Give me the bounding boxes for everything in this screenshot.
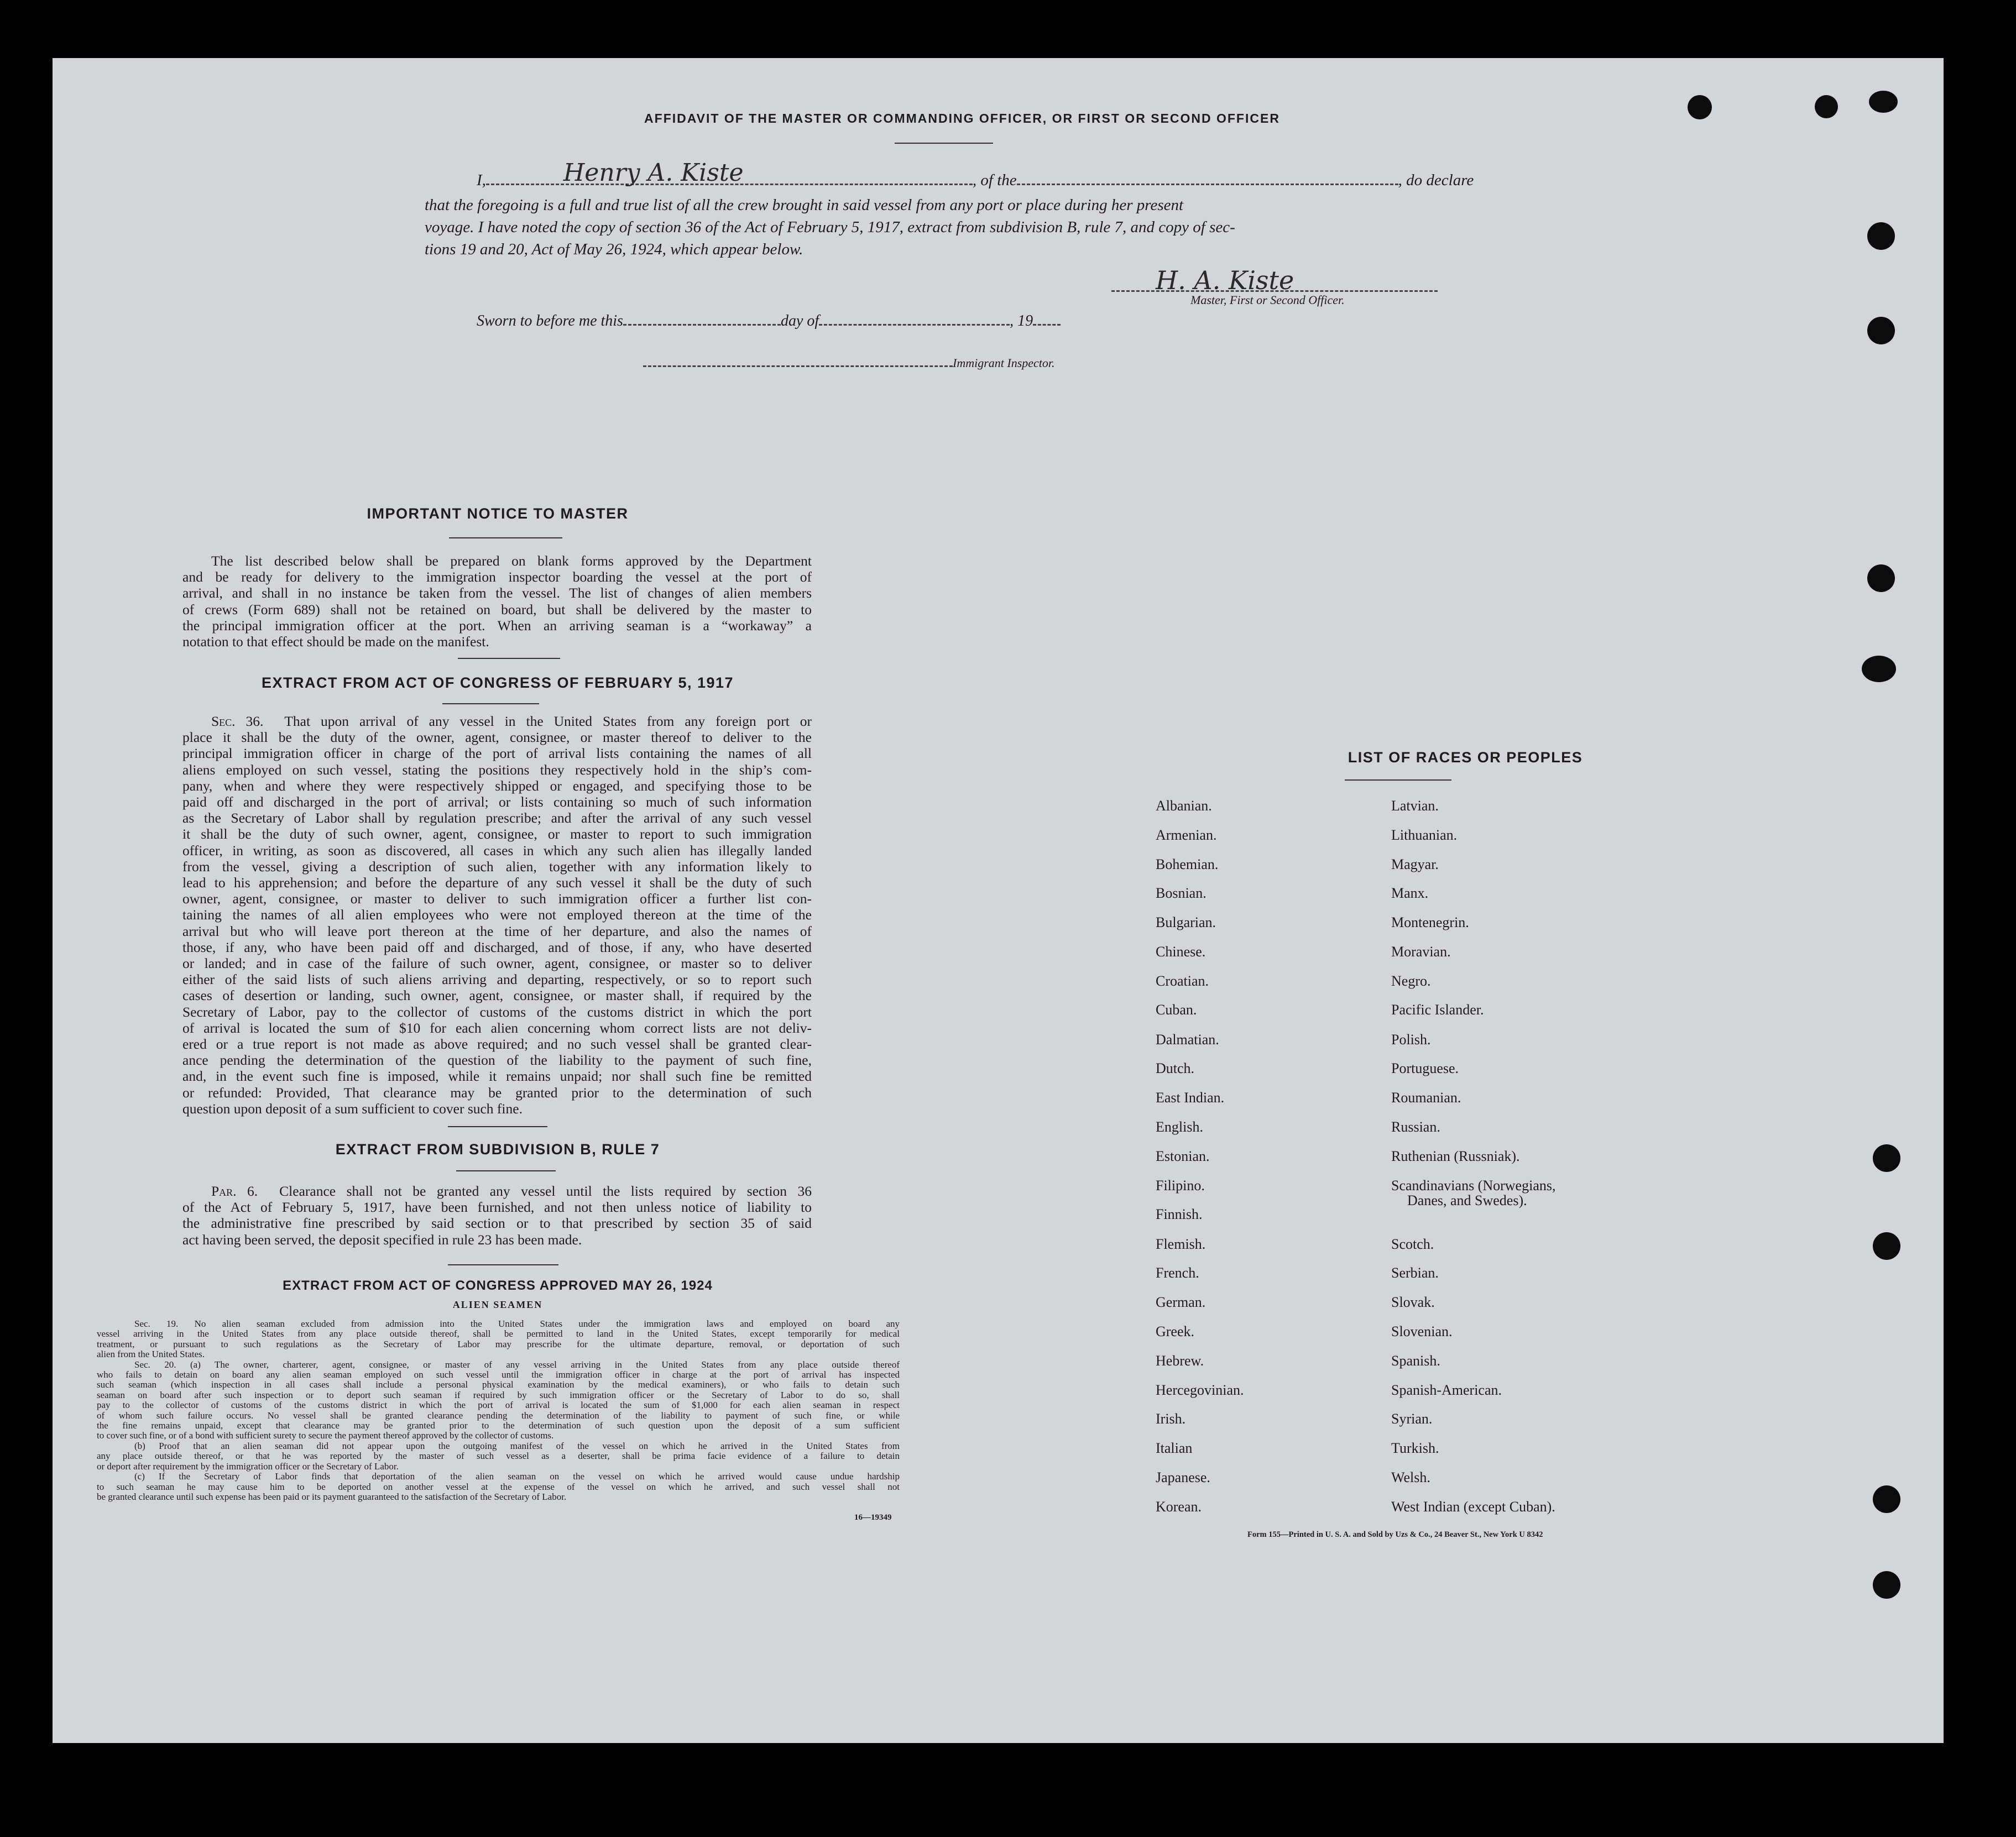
race-item: Korean. [1156, 1499, 1202, 1515]
punch-hole [1873, 1571, 1900, 1599]
act-1924-line: (b) Proof that an alien seaman did not appear upon the outgoing manifest of the vessel on which he arrived in the United States from [134, 1440, 900, 1451]
punch-hole [1815, 95, 1838, 118]
race-item: Turkish. [1391, 1440, 1439, 1456]
race-item: Negro. [1391, 973, 1431, 989]
rule-7-title: EXTRACT FROM SUBDIVISION B, RULE 7 [335, 1141, 660, 1158]
race-item: Greek. [1156, 1323, 1195, 1339]
act-1924-line: vessel arriving in the United States from any place outside thereof, shall be permitted to land in the United States, except temporarily for medical [97, 1328, 900, 1339]
race-item: Bohemian. [1156, 856, 1219, 872]
extract-1917-title: EXTRACT FROM ACT OF CONGRESS OF FEBRUARY 5, 1917 [261, 674, 734, 691]
act-1924-line: (c) If the Secretary of Labor finds that deportation of the alien seaman on the vessel on which he arrived would cause undue hardship [134, 1471, 900, 1482]
race-item: Dalmatian. [1156, 1032, 1219, 1048]
race-item: Ruthenian (Russniak). [1391, 1148, 1520, 1164]
vessel-blank [1017, 183, 1398, 185]
punch-hole [1873, 1144, 1900, 1172]
race-item: Chinese. [1156, 944, 1206, 960]
affidavit-line-2: that the foregoing is a full and true list of all the crew brought in said vessel from any port or place during her present [425, 196, 1184, 214]
section-36-line: either of the said lists of such aliens arriving and departing, respectively, or so to report such [182, 971, 812, 988]
rule-7-paragraph [182, 1183, 812, 1248]
section-36-line: of arrival is located the sum of $10 for each alien concerning whom correct lists are not deliv- [182, 1019, 812, 1036]
section-36-line: taining the names of all alien employees who were not employed thereon at the time of the [182, 907, 812, 923]
section-36-line: those, if any, who have been paid off and discharged, and of those, if any, who have deserted [182, 939, 812, 955]
section-divider [448, 1126, 547, 1127]
act-1924-line: to such seaman he may cause him to be deported on another vessel at the expense of the vessel on which he arrived, and such vessel shall not [97, 1481, 900, 1492]
notice-line: arrival, and shall in no instance be taken from the vessel. The list of changes of alien members [182, 585, 812, 601]
inspector-blank [643, 365, 953, 367]
race-item: Filipino. [1156, 1177, 1205, 1194]
printer-footnote: Form 155—Printed in U. S. A. and Sold by Uzs & Co., 24 Beaver St., New York U 8342 [1247, 1530, 1543, 1539]
race-item: Polish. [1391, 1032, 1431, 1048]
race-item: Armenian. [1156, 827, 1217, 843]
race-item: Japanese. [1156, 1469, 1210, 1485]
race-item: Dutch. [1156, 1060, 1195, 1076]
race-item: Irish. [1156, 1411, 1186, 1427]
section-36-line: ered or a true report is not made as above required; and no such vessel shall be granted clear- [182, 1036, 812, 1053]
punch-hole [1862, 656, 1896, 682]
punch-hole [1873, 1232, 1900, 1260]
notice-paragraph [182, 553, 812, 650]
race-item: Montenegrin. [1391, 914, 1469, 930]
affidavit-line-1 [477, 159, 1474, 190]
act-1924-line: to cover such fine, or of a bond with sufficient surety to secure the payment thereof approved by the collector of customs. [97, 1430, 554, 1441]
section-36-text: That upon arrival of any vessel in the United States from any foreign port or [284, 713, 812, 729]
year-blank [1033, 323, 1061, 326]
name-blank [486, 159, 973, 187]
act-1924-line: who fails to detain on board any alien seaman employed on such vessel until the immigration officer in charge at the port of arrival has inspected [97, 1369, 900, 1380]
punch-hole [1688, 95, 1712, 119]
section-36-line: and, in the event such fine is imposed, while it remains unpaid; nor shall such fine be remitted [182, 1068, 812, 1085]
section-36-line: paid off and discharged in the port of arrival; or lists containing so much of such information [182, 794, 812, 810]
race-item: Slovenian. [1391, 1323, 1453, 1339]
race-item: Magyar. [1391, 856, 1439, 872]
race-item: French. [1156, 1265, 1199, 1281]
race-item: Syrian. [1391, 1411, 1433, 1427]
race-item: Finnish. [1156, 1206, 1203, 1222]
race-item: Hebrew. [1156, 1353, 1204, 1369]
do-declare-label: , do declare [1398, 171, 1474, 189]
sworn-label: Sworn to before me this [477, 312, 623, 329]
race-item: Scotch. [1391, 1236, 1434, 1252]
notice-line: The list described below shall be prepared on blank forms approved by the Department [211, 553, 812, 569]
year-label: , 19 [1010, 312, 1033, 329]
act-1924-line: alien from the United States. [97, 1349, 205, 1360]
section-36-line: lead to his apprehension; and before the departure of any such vessel it shall be the duty of such [182, 875, 812, 891]
form-code: 16—19349 [854, 1513, 892, 1522]
punch-hole [1867, 222, 1895, 250]
inspector-caption: Immigrant Inspector. [953, 356, 1055, 370]
section-divider [442, 703, 539, 704]
race-item: Spanish-American. [1391, 1382, 1502, 1398]
extract-1924-title: EXTRACT FROM ACT OF CONGRESS APPROVED MAY 26, 1924 [283, 1278, 713, 1293]
section-36-line [182, 713, 812, 729]
section-36-line: it shall be the duty of such owner, agent, consignee, or master to report to such immigration [182, 826, 812, 842]
section-36-line: or landed; and in case of the failure of such owner, agent, consignee, or master so to deliver [182, 955, 812, 972]
section-36-line: aliens employed on such vessel, stating the positions they respectively hold in the ship’s com- [182, 761, 812, 778]
race-item: Lithuanian. [1391, 827, 1458, 843]
notice-line: of crews (Form 689) shall not be retained on board, but shall be delivered by the master to [182, 601, 812, 617]
day-of-label: day of [780, 312, 819, 329]
race-item: West Indian (except Cuban). [1391, 1499, 1555, 1515]
punch-hole [1867, 564, 1895, 592]
race-item: Serbian. [1391, 1265, 1439, 1281]
act-1924-line: be granted clearance until such expense has been paid or its payment guaranteed to the satisfaction of the Secretary of Labor. [97, 1491, 567, 1502]
section-divider [448, 1264, 558, 1265]
act-1924-line: or deport after requirement by the immigration officer or the Secretary of Labor. [97, 1461, 399, 1472]
race-item: Albanian. [1156, 798, 1212, 814]
act-1924-line: treatment, or pursuant to such regulations as the Secretary of Labor may prescribe for the ultimate departure, removal, or deportation of such [97, 1338, 900, 1349]
race-item: Bulgarian. [1156, 914, 1216, 930]
rule-7-line: the administrative fine prescribed by said section or to that prescribed by section 35 of said [182, 1215, 812, 1232]
section-36-line: from the vessel, giving a description of such alien, together with any information likely to [182, 858, 812, 875]
of-the-label: , of the [972, 171, 1017, 189]
race-item: Latvian. [1391, 798, 1439, 814]
race-item: Hercegovinian. [1156, 1382, 1244, 1398]
section-36-line: arrival but who will leave port thereon at the time of her departure, and also the names of [182, 923, 812, 939]
notice-line: the principal immigration officer at the port. When an arriving seaman is a “workaway” a [182, 617, 812, 634]
race-item: East Indian. [1156, 1090, 1225, 1106]
race-item: Croatian. [1156, 973, 1209, 989]
title-divider [895, 143, 993, 144]
races-divider [1345, 779, 1451, 781]
handwritten-signature: H. A. Kiste [1156, 265, 1294, 295]
affidavit-line-3: voyage. I have noted the copy of section 36 of the Act of February 5, 1917, extract from subdivision B, rule 7, and copy of sec- [425, 218, 1235, 236]
alien-seamen-subtitle: ALIEN SEAMEN [452, 1299, 543, 1310]
race-item: Estonian. [1156, 1148, 1210, 1164]
act-1924-line: pay to the collector of customs of the customs district in which the port of arrival is located the sum of $1,000 for each alien seaman in respect [97, 1400, 900, 1411]
act-1924-line: of whom such failure occurs. No vessel shall be granted clearance pending the determination of the liability to payment of such fine, or while [97, 1410, 900, 1421]
notice-line: notation to that effect should be made on the manifest. [182, 634, 489, 650]
inspector-line [643, 356, 1055, 370]
section-36-line: pany, when and where they were respectively shipped or engaged, and specifying those to be [182, 777, 812, 794]
act-1924-line: Sec. 20. (a) The owner, charterer, agent, consignee, or master of any vessel arriving in the United States from any place outside thereof [134, 1359, 900, 1370]
section-36-paragraph [182, 713, 812, 1117]
section-36-line: place it shall be the duty of the owner, agent, consignee, or master thereof to deliver to the [182, 729, 812, 746]
act-1924-line: Sec. 19. No alien seaman excluded from admission into the United States under the immigration laws and employed on board any [134, 1318, 900, 1329]
race-item: Cuban. [1156, 1002, 1197, 1018]
notice-title: IMPORTANT NOTICE TO MASTER [367, 505, 629, 522]
race-item: English. [1156, 1119, 1203, 1135]
section-36-line: cases of desertion or landing, such owner, agent, consignee, or master shall, if required by the [182, 987, 812, 1004]
race-item: Bosnian. [1156, 885, 1207, 901]
race-item: Italian [1156, 1440, 1193, 1456]
sworn-line [477, 312, 1061, 330]
race-item: Scandinavians (Norwegians, [1391, 1177, 1556, 1194]
sworn-day-blank [623, 323, 781, 326]
race-item: Danes, and Swedes). [1407, 1192, 1527, 1208]
race-item: German. [1156, 1294, 1206, 1310]
races-title: LIST OF RACES OR PEOPLES [1348, 749, 1583, 766]
rule-7-line: of the Act of February 5, 1917, have been furnished, and not then unless notice of liability to [182, 1199, 812, 1216]
race-item: Pacific Islander. [1391, 1002, 1484, 1018]
i-label: I, [477, 171, 486, 189]
race-item: Manx. [1391, 885, 1429, 901]
race-item: Moravian. [1391, 944, 1451, 960]
race-item: Portuguese. [1391, 1060, 1459, 1076]
act-1924-line: any place outside thereof, or that he was reported by the master of such vessel as a deserter, shall be prima facie evidence of a failure to detain [97, 1451, 900, 1462]
signature-caption: Master, First or Second Officer. [1190, 293, 1345, 307]
signature-line [1111, 290, 1438, 292]
sworn-month-blank [819, 323, 1010, 326]
signature-block [1111, 265, 1438, 315]
act-1924-line: such seaman (which inspection in all cases shall include a personal physical examination by the medical examiners), or who fails to detain such [97, 1379, 900, 1390]
act-1924-line: seaman on board after such inspection or to deport such seaman if required by such immigration officer or the Secretary of Labor to do so, shall [97, 1389, 900, 1400]
rule-7-line: act having been served, the deposit specified in rule 23 has been made. [182, 1231, 582, 1248]
notice-line: and be ready for delivery to the immigration inspector boarding the vessel at the port of [182, 569, 812, 585]
act-1924-line: the fine remains unpaid, except that clearance may be granted prior to the determination of such question upon the deposit of a sum sufficient [97, 1420, 900, 1431]
section-divider [456, 1170, 556, 1171]
section-36-line: question upon deposit of a sum sufficient to cover such fine. [182, 1100, 523, 1117]
rule-7-line [182, 1183, 812, 1199]
punch-hole [1869, 91, 1898, 113]
race-item: Welsh. [1391, 1469, 1430, 1485]
section-36-label: Sec. 36. [211, 713, 264, 729]
par-6-label: Par. 6. [211, 1183, 258, 1199]
affidavit-title: AFFIDAVIT OF THE MASTER OR COMMANDING OFFICER, OR FIRST OR SECOND OFFICER [644, 111, 1280, 125]
section-36-line: ance pending the determination of the question of the liability to the payment of such fine, [182, 1052, 812, 1069]
notice-divider [449, 537, 562, 538]
section-36-line: or refunded: Provided, That clearance may be granted prior to the determination of such [182, 1084, 812, 1101]
section-36-line: officer, in writing, as soon as discovered, all cases in which any such alien has illegally landed [182, 842, 812, 859]
race-item: Flemish. [1156, 1236, 1206, 1252]
section-divider [458, 658, 560, 659]
handwritten-name: Henry A. Kiste [563, 159, 744, 187]
section-36-line: Secretary of Labor, pay to the collector of customs of the customs district in which the port [182, 1003, 812, 1020]
race-item: Russian. [1391, 1119, 1440, 1135]
race-item: Slovak. [1391, 1294, 1435, 1310]
race-item: Roumanian. [1391, 1090, 1461, 1106]
race-item: Spanish. [1391, 1353, 1440, 1369]
punch-hole [1867, 317, 1895, 344]
rule-7-text: Clearance shall not be granted any vessel until the lists required by section 36 [279, 1183, 812, 1199]
section-36-line: owner, agent, consignee, or master to deliver to such immigration officer a further list con- [182, 891, 812, 907]
section-36-line: principal immigration officer in charge of the port of arrival lists containing the names of all [182, 745, 812, 762]
section-36-line: as the Secretary of Labor shall by regulation prescribe; and after the arrival of any such vessel [182, 810, 812, 826]
affidavit-line-4: tions 19 and 20, Act of May 26, 1924, which appear below. [425, 240, 803, 258]
punch-hole [1873, 1485, 1900, 1513]
sections-19-20-paragraph [97, 1319, 900, 1502]
